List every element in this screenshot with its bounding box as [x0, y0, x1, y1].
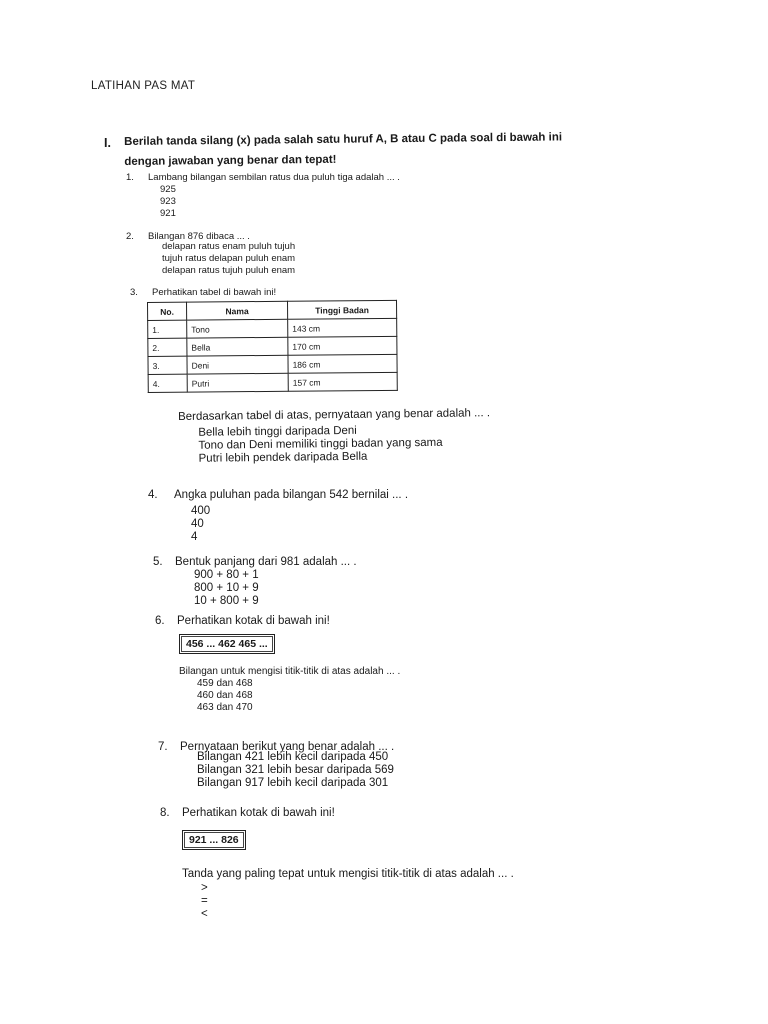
section-number: I. — [104, 136, 111, 150]
question-number: 8. — [160, 807, 170, 819]
question-number: 2. — [126, 231, 134, 242]
cell-no: 1. — [148, 320, 187, 338]
question-8-followup — [182, 867, 514, 920]
option-b: 800 + 10 + 9 — [194, 582, 259, 594]
question-stem: Perhatikan tabel di bawah ini! — [152, 287, 277, 298]
option-b: 923 — [160, 196, 176, 207]
options-list — [191, 504, 210, 543]
number-sequence-box: 456 ... 462 465 ... — [179, 634, 275, 654]
table-row — [148, 318, 397, 338]
options-list — [160, 184, 176, 220]
followup-text: Berdasarkan tabel di atas, pernyataan yang benar adalah ... . — [178, 407, 491, 423]
options-list — [198, 423, 443, 465]
question-number: 4. — [148, 489, 158, 501]
cell-tinggi: 157 cm — [288, 372, 397, 391]
question-6-followup — [179, 666, 401, 713]
option-c: < — [201, 908, 208, 920]
question-number: 6. — [155, 615, 165, 627]
option-a: 459 dan 468 — [197, 678, 253, 689]
option-a: 925 — [160, 184, 176, 195]
comparison-box: 921 ... 826 — [182, 830, 246, 850]
question-3-followup — [178, 406, 491, 465]
cell-nama: Deni — [187, 355, 288, 374]
options-list — [197, 678, 253, 714]
option-b: Tono dan Deni memiliki tinggi badan yang sama — [198, 436, 443, 452]
header-nama: Nama — [187, 301, 288, 320]
followup-text: Bilangan untuk mengisi titik-titik di atas adalah ... . — [179, 666, 401, 677]
cell-tinggi: 170 cm — [288, 336, 397, 355]
instruction-line-1: Berilah tanda silang (x) pada salah satu huruf A, B atau C pada soal di bawah ini — [124, 131, 563, 148]
question-number: 5. — [153, 556, 163, 568]
options-list — [194, 568, 259, 607]
options-list — [201, 881, 208, 920]
option-b: 40 — [191, 518, 204, 530]
instruction-line-2: dengan jawaban yang benar dan tepat! — [124, 153, 337, 168]
option-b: tujuh ratus delapan puluh enam — [162, 253, 296, 264]
header-no: No. — [148, 302, 187, 320]
option-b: Bilangan 321 lebih besar daripada 569 — [197, 764, 394, 776]
options-list — [162, 241, 295, 277]
question-stem: Perhatikan kotak di bawah ini! — [182, 807, 335, 819]
option-c: Putri lebih pendek daripada Bella — [198, 450, 368, 465]
header-tinggi: Tinggi Badan — [287, 300, 396, 319]
cell-no: 3. — [148, 356, 187, 374]
question-stem: Angka puluhan pada bilangan 542 bernilai ... . — [174, 489, 409, 501]
option-a: > — [201, 882, 208, 894]
cell-tinggi: 186 cm — [288, 354, 397, 373]
cell-no: 2. — [148, 338, 187, 356]
option-c: delapan ratus tujuh puluh enam — [162, 265, 296, 276]
option-a: 900 + 80 + 1 — [194, 569, 259, 581]
table-row — [148, 336, 397, 356]
table-row — [148, 354, 397, 374]
question-stem: Bilangan 876 dibaca ... . — [148, 231, 250, 242]
question-number: 1. — [126, 172, 134, 183]
question-number: 3. — [130, 287, 138, 298]
followup-text: Tanda yang paling tepat untuk mengisi titik-titik di atas adalah ... . — [182, 868, 514, 880]
section-instructions — [124, 127, 562, 172]
option-a: 400 — [191, 505, 211, 517]
option-c: 463 dan 470 — [197, 702, 253, 713]
option-a: Bella lebih tinggi daripada Deni — [198, 424, 357, 439]
question-number: 7. — [158, 741, 168, 753]
option-a: Bilangan 421 lebih kecil daripada 450 — [197, 751, 389, 763]
question-stem: Perhatikan kotak di bawah ini! — [177, 615, 330, 627]
cell-no: 4. — [148, 374, 187, 392]
question-stem: Bentuk panjang dari 981 adalah ... . — [175, 556, 357, 568]
table-header-row — [148, 300, 397, 320]
question-stem: Pernyataan berikut yang benar adalah ... . — [180, 741, 395, 753]
question-stem: Lambang bilangan sembilan ratus dua puluh tiga adalah ... . — [148, 172, 400, 183]
height-table — [147, 300, 398, 393]
document-title: LATIHAN PAS MAT — [91, 80, 196, 92]
cell-tinggi: 143 cm — [288, 318, 397, 337]
option-c: Bilangan 917 lebih kecil daripada 301 — [197, 777, 389, 789]
cell-nama: Tono — [187, 319, 288, 338]
option-c: 10 + 800 + 9 — [194, 595, 259, 607]
option-c: 921 — [160, 208, 176, 219]
option-a: delapan ratus enam puluh tujuh — [162, 241, 296, 252]
option-c: 4 — [191, 531, 198, 543]
cell-nama: Putri — [187, 373, 288, 392]
options-list — [197, 750, 394, 789]
table-row — [148, 372, 397, 392]
cell-nama: Bella — [187, 337, 288, 356]
option-b: = — [201, 895, 208, 907]
option-b: 460 dan 468 — [197, 690, 253, 701]
